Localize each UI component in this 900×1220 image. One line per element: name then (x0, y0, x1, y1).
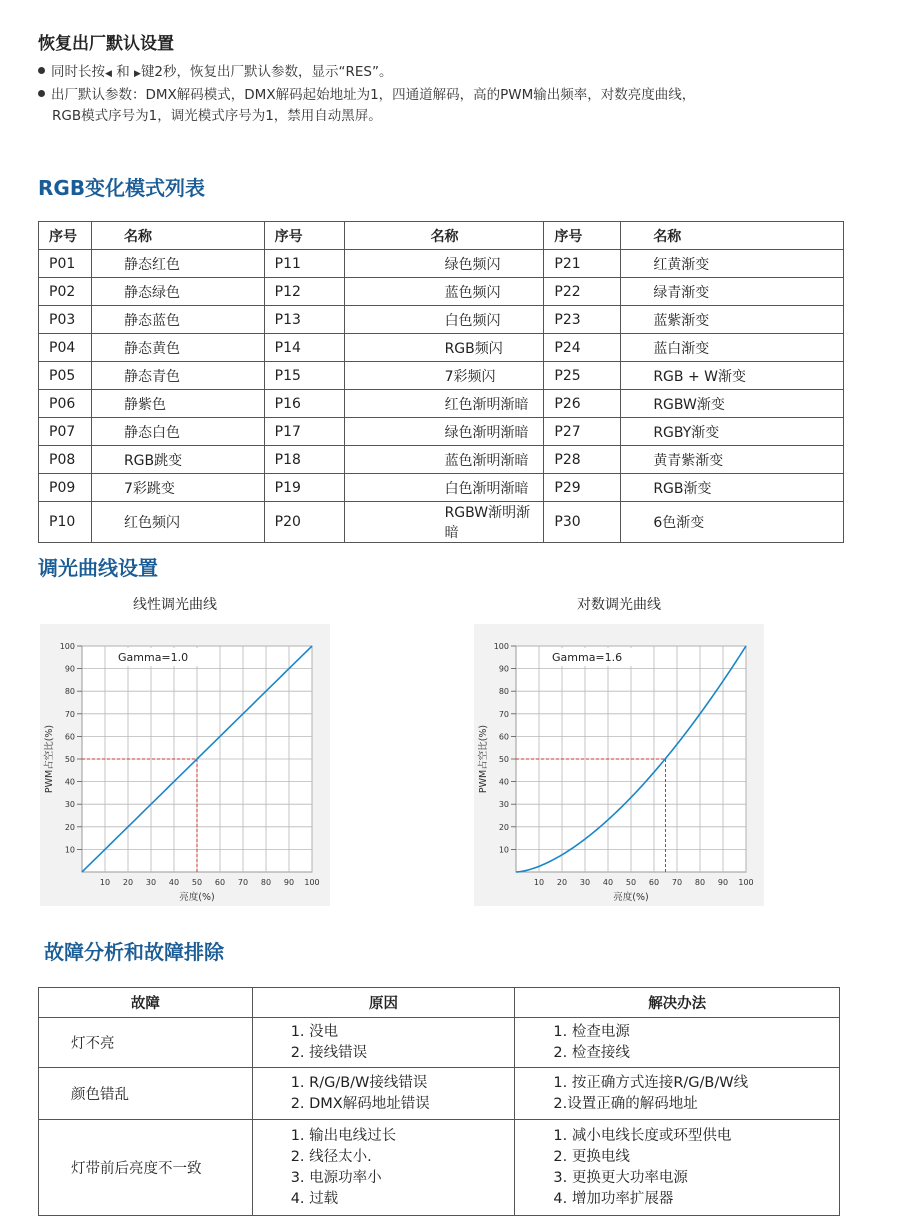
column-header: 名称 (621, 222, 844, 250)
mode-number-cell: P05 (39, 362, 92, 390)
mode-name-cell: RGBW渐变 (621, 390, 844, 418)
fix-line: 1. 减小电线长度或环型供电 (553, 1127, 732, 1144)
mode-number-cell: P22 (544, 278, 621, 306)
y-tick-label: 80 (64, 687, 75, 697)
table-row (39, 362, 844, 390)
bullet-icon (38, 67, 45, 74)
y-tick-label: 20 (498, 822, 509, 832)
fix-line: 1. 按正确方式连接R/G/B/W线 (553, 1074, 749, 1091)
mode-number-cell: P04 (39, 334, 92, 362)
x-tick-label: 50 (625, 878, 637, 887)
x-axis-label: 亮度(%) (179, 892, 215, 903)
mode-name-cell: 静态红色 (91, 250, 264, 278)
cause-line: 3. 电源功率小 (290, 1169, 382, 1186)
y-tick-label: 60 (498, 732, 509, 742)
x-tick-label: 80 (260, 878, 272, 887)
fix-line: 2. 检查接线 (553, 1044, 630, 1061)
mode-name-cell: 黄青紫渐变 (621, 446, 844, 474)
x-tick-label: 90 (717, 878, 729, 887)
x-tick-label: 100 (304, 878, 320, 887)
table-row (39, 278, 844, 306)
cause-line: 2. 接线错误 (290, 1044, 368, 1061)
log-chart-caption: 对数调光曲线 (577, 597, 661, 613)
mode-number-cell: P20 (264, 502, 344, 543)
mode-number-cell: P12 (264, 278, 344, 306)
linear-chart (40, 624, 330, 906)
reset-line-2: 出厂默认参数：DMX解码模式，DMX解码起始地址为1，四通道解码，高的PWM输出频率，对数亮度曲线， (38, 85, 878, 106)
column-header: 序号 (39, 222, 92, 250)
column-header: 名称 (344, 222, 544, 250)
reset-line-3: RGB模式序号为1，调光模式序号为1，禁用自动黑屏。 (52, 108, 382, 124)
column-header: 故障 (39, 988, 253, 1018)
mode-number-cell: P01 (39, 250, 92, 278)
mode-name-cell: 静态青色 (91, 362, 264, 390)
table-header-row (39, 988, 840, 1018)
x-axis-label: 亮度(%) (613, 892, 649, 903)
table-row (39, 1018, 840, 1068)
mode-number-cell: P02 (39, 278, 92, 306)
mode-number-cell: P09 (39, 474, 92, 502)
mode-name-cell: RGBW渐明渐暗 (344, 502, 544, 543)
mode-number-cell: P18 (264, 446, 344, 474)
mode-name-cell: RGB + W渐变 (621, 362, 844, 390)
x-tick-label: 30 (579, 878, 591, 887)
y-tick-label: 100 (59, 642, 75, 651)
mode-number-cell: P07 (39, 418, 92, 446)
y-tick-label: 10 (64, 845, 75, 855)
fix-cell (515, 1068, 840, 1120)
mode-number-cell: P19 (264, 474, 344, 502)
mode-name-cell: 6色渐变 (621, 502, 844, 543)
mode-name-cell: 静态绿色 (91, 278, 264, 306)
log-chart-panel (474, 624, 764, 906)
rgb-modes-table (38, 221, 844, 543)
mode-name-cell: 7彩跳变 (91, 474, 264, 502)
mode-number-cell: P08 (39, 446, 92, 474)
cause-line: 2. 线径太小. (290, 1148, 372, 1165)
mode-name-cell: 静态黄色 (91, 334, 264, 362)
mode-number-cell: P14 (264, 334, 344, 362)
x-tick-label: 80 (694, 878, 706, 887)
y-tick-label: 40 (498, 777, 509, 787)
mode-name-cell: 蓝色频闪 (344, 278, 544, 306)
y-tick-label: 30 (498, 800, 509, 810)
mode-number-cell: P24 (544, 334, 621, 362)
fix-line: 2.设置正确的解码地址 (553, 1095, 698, 1112)
y-tick-label: 10 (498, 845, 509, 855)
y-tick-label: 80 (498, 687, 509, 697)
cause-line: 1. 没电 (290, 1023, 339, 1040)
x-tick-label: 40 (168, 878, 180, 887)
mode-number-cell: P10 (39, 502, 92, 543)
mode-number-cell: P13 (264, 306, 344, 334)
mode-name-cell: 绿色渐明渐暗 (344, 418, 544, 446)
faults-title: 故障分析和故障排除 (44, 940, 224, 964)
y-tick-label: 70 (64, 709, 75, 719)
x-tick-label: 50 (191, 878, 203, 887)
mode-number-cell: P25 (544, 362, 621, 390)
mode-number-cell: P03 (39, 306, 92, 334)
mode-number-cell: P17 (264, 418, 344, 446)
mode-number-cell: P27 (544, 418, 621, 446)
left-triangle-icon: ◀ (105, 69, 112, 79)
mode-name-cell: 绿青渐变 (621, 278, 844, 306)
table-row (39, 474, 844, 502)
y-tick-label: 30 (64, 800, 75, 810)
bullet-icon (38, 90, 45, 97)
mode-number-cell: P15 (264, 362, 344, 390)
reset-notes (38, 62, 878, 127)
cause-line: 1. 输出电线过长 (290, 1127, 397, 1144)
cause-line: 4. 过载 (290, 1190, 339, 1207)
rgb-modes-title: RGB变化模式列表 (38, 176, 206, 200)
table-header-row (39, 222, 844, 250)
x-tick-label: 10 (533, 878, 545, 887)
right-triangle-icon: ▶ (134, 69, 141, 79)
column-header: 名称 (91, 222, 264, 250)
cause-cell (252, 1120, 515, 1216)
x-tick-label: 10 (99, 878, 111, 887)
cause-line: 1. R/G/B/W接线错误 (290, 1074, 428, 1091)
cause-cell (252, 1018, 515, 1068)
mode-name-cell: 蓝白渐变 (621, 334, 844, 362)
x-tick-label: 90 (283, 878, 295, 887)
x-tick-label: 30 (145, 878, 157, 887)
table-row (39, 250, 844, 278)
y-axis-label: PWM占空比(%) (478, 724, 489, 794)
fault-cell: 灯不亮 (39, 1018, 253, 1068)
mode-name-cell: 红黄渐变 (621, 250, 844, 278)
fix-line: 4. 增加功率扩展器 (553, 1190, 674, 1207)
column-header: 原因 (252, 988, 515, 1018)
y-tick-label: 50 (64, 755, 75, 764)
table-row (39, 390, 844, 418)
curves-title: 调光曲线设置 (38, 556, 158, 580)
y-tick-label: 70 (498, 709, 509, 719)
x-tick-label: 40 (602, 878, 614, 887)
x-tick-label: 100 (738, 878, 754, 887)
linear-chart-panel (40, 624, 330, 906)
fix-line: 1. 检查电源 (553, 1023, 630, 1040)
mode-number-cell: P23 (544, 306, 621, 334)
y-tick-label: 90 (498, 664, 509, 674)
fault-cell: 灯带前后亮度不一致 (39, 1120, 253, 1216)
y-tick-label: 60 (64, 732, 75, 742)
mode-number-cell: P21 (544, 250, 621, 278)
table-row (39, 446, 844, 474)
table-row (39, 334, 844, 362)
mode-name-cell: 红色频闪 (91, 502, 264, 543)
reset-line-1: 同时长按◀ 和 ▶键2秒，恢复出厂默认参数，显示“RES”。 (38, 62, 878, 85)
linear-chart-caption: 线性调光曲线 (133, 597, 217, 613)
mode-number-cell: P11 (264, 250, 344, 278)
mode-name-cell: RGB频闪 (344, 334, 544, 362)
mode-name-cell: 蓝紫渐变 (621, 306, 844, 334)
reset-title: 恢复出厂默认设置 (38, 34, 174, 54)
x-tick-label: 20 (556, 878, 568, 887)
cause-cell (252, 1068, 515, 1120)
y-tick-label: 20 (64, 822, 75, 832)
mode-name-cell: 白色渐明渐暗 (344, 474, 544, 502)
mode-number-cell: P29 (544, 474, 621, 502)
mode-name-cell: 静紫色 (91, 390, 264, 418)
x-tick-label: 70 (671, 878, 683, 887)
mode-name-cell: 白色频闪 (344, 306, 544, 334)
mode-number-cell: P26 (544, 390, 621, 418)
mode-name-cell: 红色渐明渐暗 (344, 390, 544, 418)
table-row (39, 306, 844, 334)
log-chart (474, 624, 764, 906)
y-tick-label: 40 (64, 777, 75, 787)
mode-name-cell: RGB渐变 (621, 474, 844, 502)
mode-number-cell: P28 (544, 446, 621, 474)
mode-name-cell: RGBY渐变 (621, 418, 844, 446)
cause-line: 2. DMX解码地址错误 (290, 1095, 430, 1112)
y-tick-label: 90 (64, 664, 75, 674)
mode-name-cell: 7彩频闪 (344, 362, 544, 390)
y-tick-label: 100 (493, 642, 509, 651)
table-row (39, 1120, 840, 1216)
fix-line: 3. 更换更大功率电源 (553, 1169, 688, 1186)
fix-cell (515, 1018, 840, 1068)
table-row (39, 502, 844, 543)
x-tick-label: 20 (122, 878, 134, 887)
y-axis-label: PWM占空比(%) (44, 724, 55, 794)
faults-table (38, 987, 840, 1216)
gamma-label: Gamma=1.6 (552, 651, 623, 664)
mode-name-cell: 绿色频闪 (344, 250, 544, 278)
column-header: 序号 (544, 222, 621, 250)
column-header: 序号 (264, 222, 344, 250)
x-tick-label: 60 (648, 878, 660, 887)
fault-cell: 颜色错乱 (39, 1068, 253, 1120)
mode-name-cell: 蓝色渐明渐暗 (344, 446, 544, 474)
column-header: 解决办法 (515, 988, 840, 1018)
fix-cell (515, 1120, 840, 1216)
x-tick-label: 60 (214, 878, 226, 887)
mode-number-cell: P06 (39, 390, 92, 418)
fix-line: 2. 更换电线 (553, 1148, 630, 1165)
mode-name-cell: 静态白色 (91, 418, 264, 446)
mode-number-cell: P30 (544, 502, 621, 543)
x-tick-label: 70 (237, 878, 249, 887)
table-row (39, 418, 844, 446)
mode-number-cell: P16 (264, 390, 344, 418)
mode-name-cell: RGB跳变 (91, 446, 264, 474)
y-tick-label: 50 (498, 755, 509, 764)
mode-name-cell: 静态蓝色 (91, 306, 264, 334)
gamma-label: Gamma=1.0 (118, 651, 189, 664)
table-row (39, 1068, 840, 1120)
